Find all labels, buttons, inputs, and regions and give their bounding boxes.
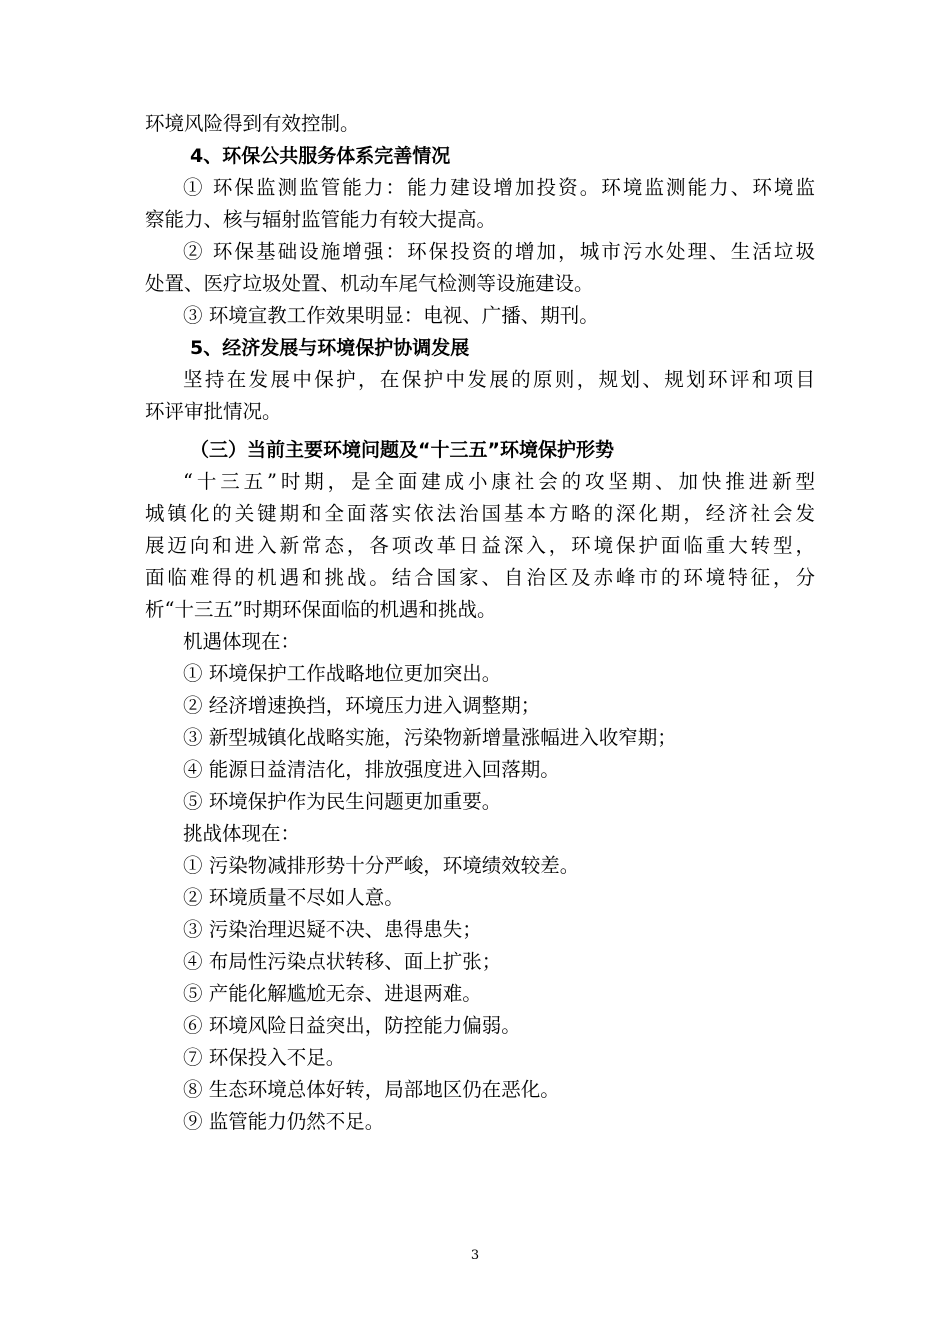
list-item: ② 经济增速换挡，环境压力进入调整期； bbox=[183, 694, 541, 717]
list-item: ⑦ 环保投入不足。 bbox=[183, 1046, 346, 1069]
paragraph-line: 析“十三五”时期环保面临的机遇和挑战。 bbox=[145, 598, 497, 621]
list-item: ⑥ 环境风险日益突出，防控能力偏弱。 bbox=[183, 1014, 521, 1037]
paragraph-line: 面临难得的机遇和挑战。结合国家、自治区及赤峰市的环境特征，分 bbox=[145, 566, 815, 589]
paragraph-line: 察能力、核与辐射监管能力有较大提高。 bbox=[145, 208, 497, 231]
document-body bbox=[145, 108, 815, 1138]
list-item: ② 环境质量不尽如人意。 bbox=[183, 886, 404, 909]
list-item: ⑤ 环境保护作为民生问题更加重要。 bbox=[183, 790, 502, 813]
list-item: ① 污染物减排形势十分严峻，环境绩效较差。 bbox=[183, 854, 580, 877]
opportunities-title: 机遇体现在： bbox=[183, 630, 301, 653]
paragraph-line: ② 环保基础设施增强：环保投资的增加，城市污水处理、生活垃圾 bbox=[183, 240, 815, 263]
paragraph-line: 坚持在发展中保护，在保护中发展的原则，规划、规划环评和项目 bbox=[183, 368, 815, 391]
paragraph-line: ① 环保监测监管能力：能力建设增加投资。环境监测能力、环境监 bbox=[183, 176, 815, 199]
list-item: ⑤ 产能化解尴尬无奈、进退两难。 bbox=[183, 982, 482, 1005]
list-item: ④ 能源日益清洁化，排放强度进入回落期。 bbox=[183, 758, 560, 781]
paragraph-line: 环评审批情况。 bbox=[145, 400, 282, 423]
paragraph-line: 环境风险得到有效控制。 bbox=[145, 112, 360, 135]
list-item: ① 环境保护工作战略地位更加突出。 bbox=[183, 662, 502, 685]
paragraph-line: 处置、医疗垃圾处置、机动车尾气检测等设施建设。 bbox=[145, 272, 594, 295]
challenges-title: 挑战体现在： bbox=[183, 822, 301, 845]
paragraph-line: 展迈向和进入新常态，各项改革日益深入，环境保护面临重大转型， bbox=[145, 534, 815, 557]
section-heading-3: （三）当前主要环境问题及“十三五”环境保护形势 bbox=[190, 439, 614, 461]
section-heading-5: 5、经济发展与环境保护协调发展 bbox=[190, 337, 470, 359]
page-number: 3 bbox=[470, 1248, 480, 1263]
paragraph-line: ③ 环境宣教工作效果明显：电视、广播、期刊。 bbox=[183, 304, 599, 327]
paragraph-line: “十三五”时期，是全面建成小康社会的攻坚期、加快推进新型 bbox=[183, 470, 815, 493]
paragraph-line: 城镇化的关键期和全面落实依法治国基本方略的深化期，经济社会发 bbox=[145, 502, 815, 525]
list-item: ③ 污染治理迟疑不决、患得患失； bbox=[183, 918, 482, 941]
list-item: ③ 新型城镇化战略实施，污染物新增量涨幅进入收窄期； bbox=[183, 726, 677, 749]
section-heading-4: 4、环保公共服务体系完善情况 bbox=[190, 145, 451, 167]
list-item: ⑧ 生态环境总体好转，局部地区仍在恶化。 bbox=[183, 1078, 560, 1101]
list-item: ④ 布局性污染点状转移、面上扩张； bbox=[183, 950, 502, 973]
list-item: ⑨ 监管能力仍然不足。 bbox=[183, 1110, 385, 1133]
